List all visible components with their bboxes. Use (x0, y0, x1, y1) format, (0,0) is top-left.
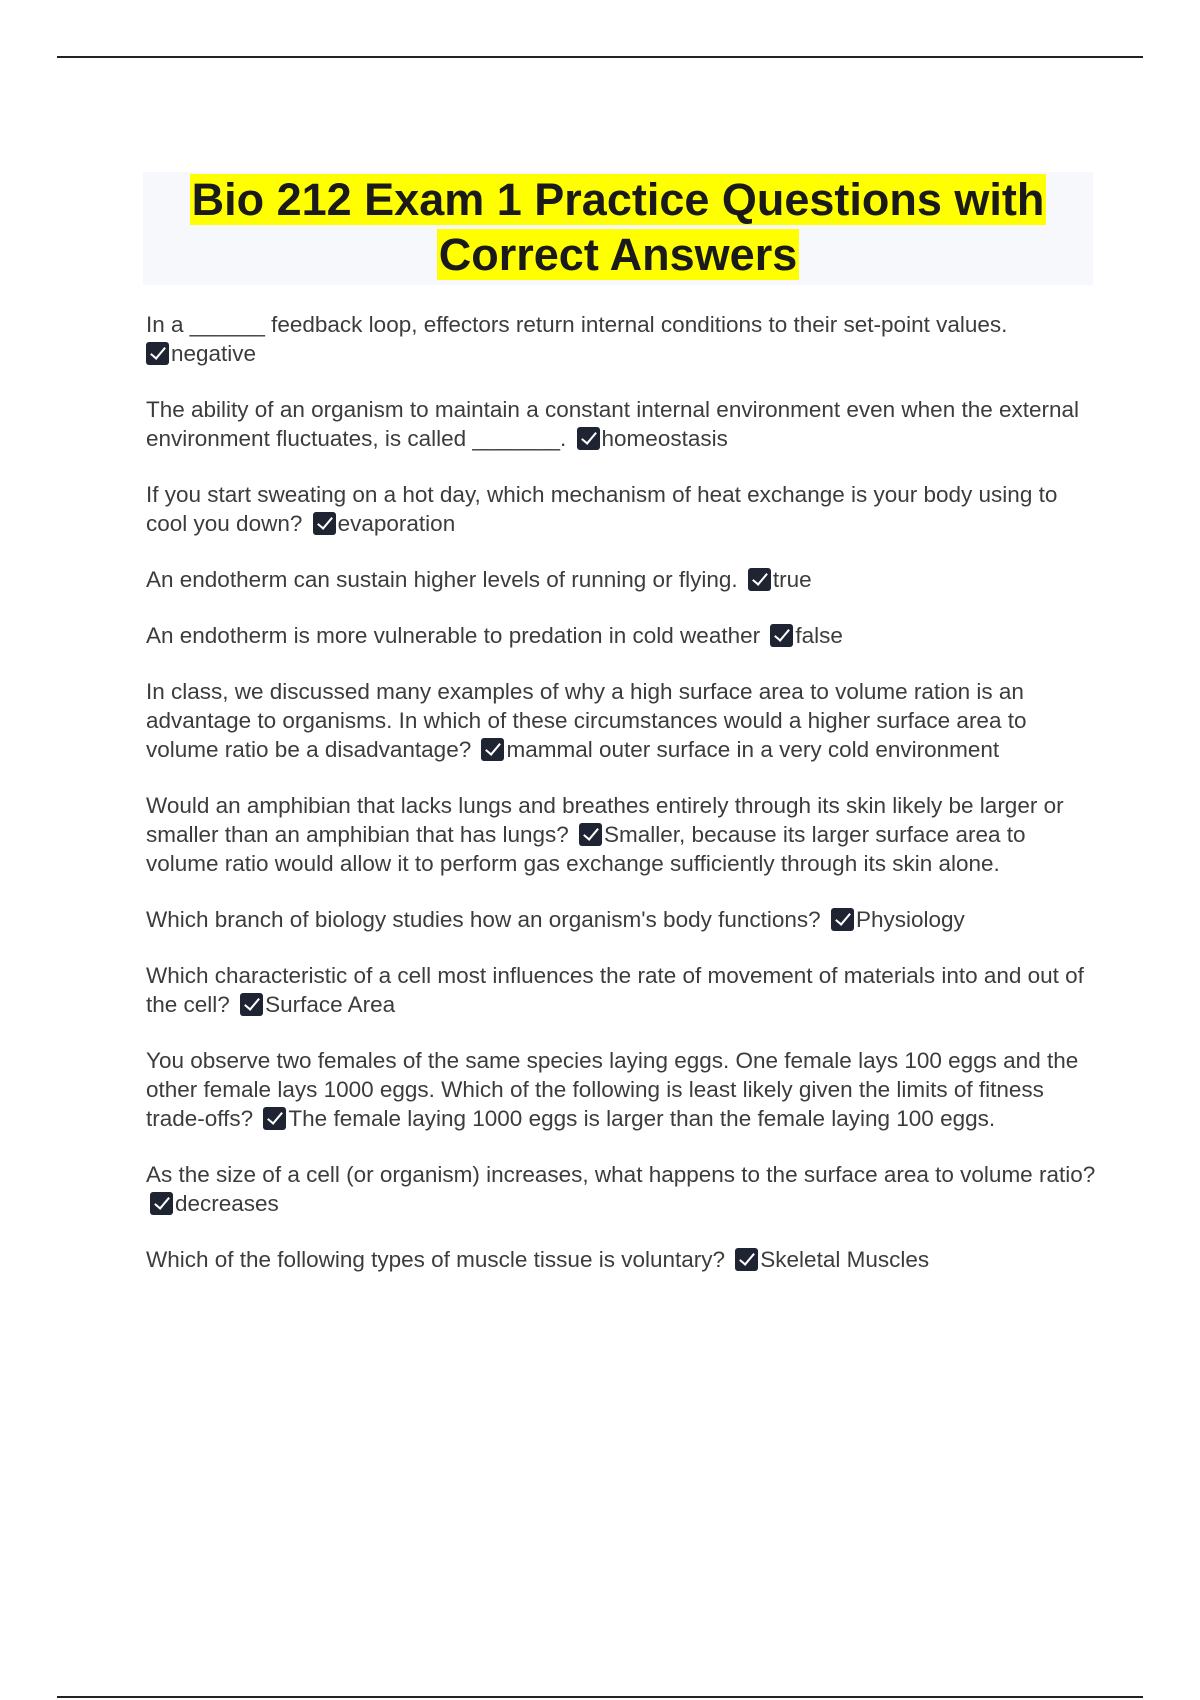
answer-text: The female laying 1000 eggs is larger than the female laying 100 eggs. (288, 1106, 996, 1131)
answer-text: Physiology (855, 907, 965, 932)
question-text: An endotherm is more vulnerable to predation in cold weather (146, 623, 761, 648)
qa-item-12 (146, 1245, 1096, 1274)
qa-item-9 (146, 961, 1096, 1019)
top-rule (57, 56, 1143, 58)
check-box-icon (150, 1192, 173, 1215)
check-box-icon (770, 624, 793, 647)
question-text: In a ______ feedback loop, effectors return internal conditions to their set-point values. (146, 312, 1008, 337)
qa-item-6 (146, 677, 1096, 764)
qa-item-11 (146, 1160, 1096, 1218)
qa-item-5 (146, 621, 1096, 650)
check-box-icon (748, 568, 771, 591)
question-text: The ability of an organism to maintain a constant internal environment even when the external environment fluctuates, is called _______. (146, 397, 1080, 451)
question-text: You observe two females of the same species laying eggs. One female lays 100 eggs and the other female lays 1000 eggs. Which of the following is least likely given the limits of fitness trade-offs? (146, 1048, 1079, 1131)
question-text: If you start sweating on a hot day, which mechanism of heat exchange is your body using to cool you down? (146, 482, 1058, 536)
question-text: Which branch of biology studies how an organism's body functions? (146, 907, 821, 932)
check-box-icon (263, 1107, 286, 1130)
answer-text: evaporation (337, 511, 456, 536)
check-box-icon (831, 908, 854, 931)
question-text: Which of the following types of muscle tissue is voluntary? (146, 1247, 726, 1272)
answer-text: mammal outer surface in a very cold environment (506, 737, 1000, 762)
check-box-icon (240, 993, 263, 1016)
qa-item-8 (146, 905, 1096, 934)
answer-text: Surface Area (265, 992, 396, 1017)
answer-text: Skeletal Muscles (760, 1247, 930, 1272)
question-text: Which characteristic of a cell most influences the rate of movement of materials into and out of the cell? (146, 963, 1084, 1017)
qa-item-2 (146, 395, 1096, 453)
qa-item-3 (146, 480, 1096, 538)
question-text: An endotherm can sustain higher levels of running or flying. (146, 567, 738, 592)
answer-text: false (795, 623, 843, 648)
check-box-icon (577, 427, 600, 450)
qa-item-4 (146, 565, 1096, 594)
check-box-icon (146, 342, 169, 365)
question-answer-list (146, 310, 1096, 1301)
page-title-line-2: Correct Answers (438, 229, 798, 280)
qa-item-1 (146, 310, 1096, 368)
qa-item-7 (146, 791, 1096, 878)
page-title-line-1: Bio 212 Exam 1 Practice Questions with (191, 174, 1045, 225)
bottom-rule (57, 1696, 1143, 1698)
qa-item-10 (146, 1046, 1096, 1133)
question-text: Would an amphibian that lacks lungs and breathes entirely through its skin likely be larger or smaller than an amphibian that has lungs? (146, 793, 1064, 847)
answer-text: homeostasis (601, 426, 728, 451)
question-text: As the size of a cell (or organism) increases, what happens to the surface area to volume ratio? (146, 1162, 1096, 1187)
question-text: In class, we discussed many examples of why a high surface area to volume ration is an advantage to organisms. In which of these circumstances would a higher surface area to volume ratio be a disadvantage? (146, 679, 1027, 762)
check-box-icon (481, 738, 504, 761)
answer-text: Smaller, because its larger surface area to volume ratio would allow it to perform gas exchange sufficiently through its skin alone. (146, 822, 1026, 876)
check-box-icon (735, 1248, 758, 1271)
check-box-icon (579, 823, 602, 846)
answer-text: negative (171, 341, 257, 366)
title-block (143, 172, 1093, 285)
answer-text: decreases (175, 1191, 279, 1216)
answer-text: true (772, 567, 812, 592)
check-box-icon (313, 512, 336, 535)
